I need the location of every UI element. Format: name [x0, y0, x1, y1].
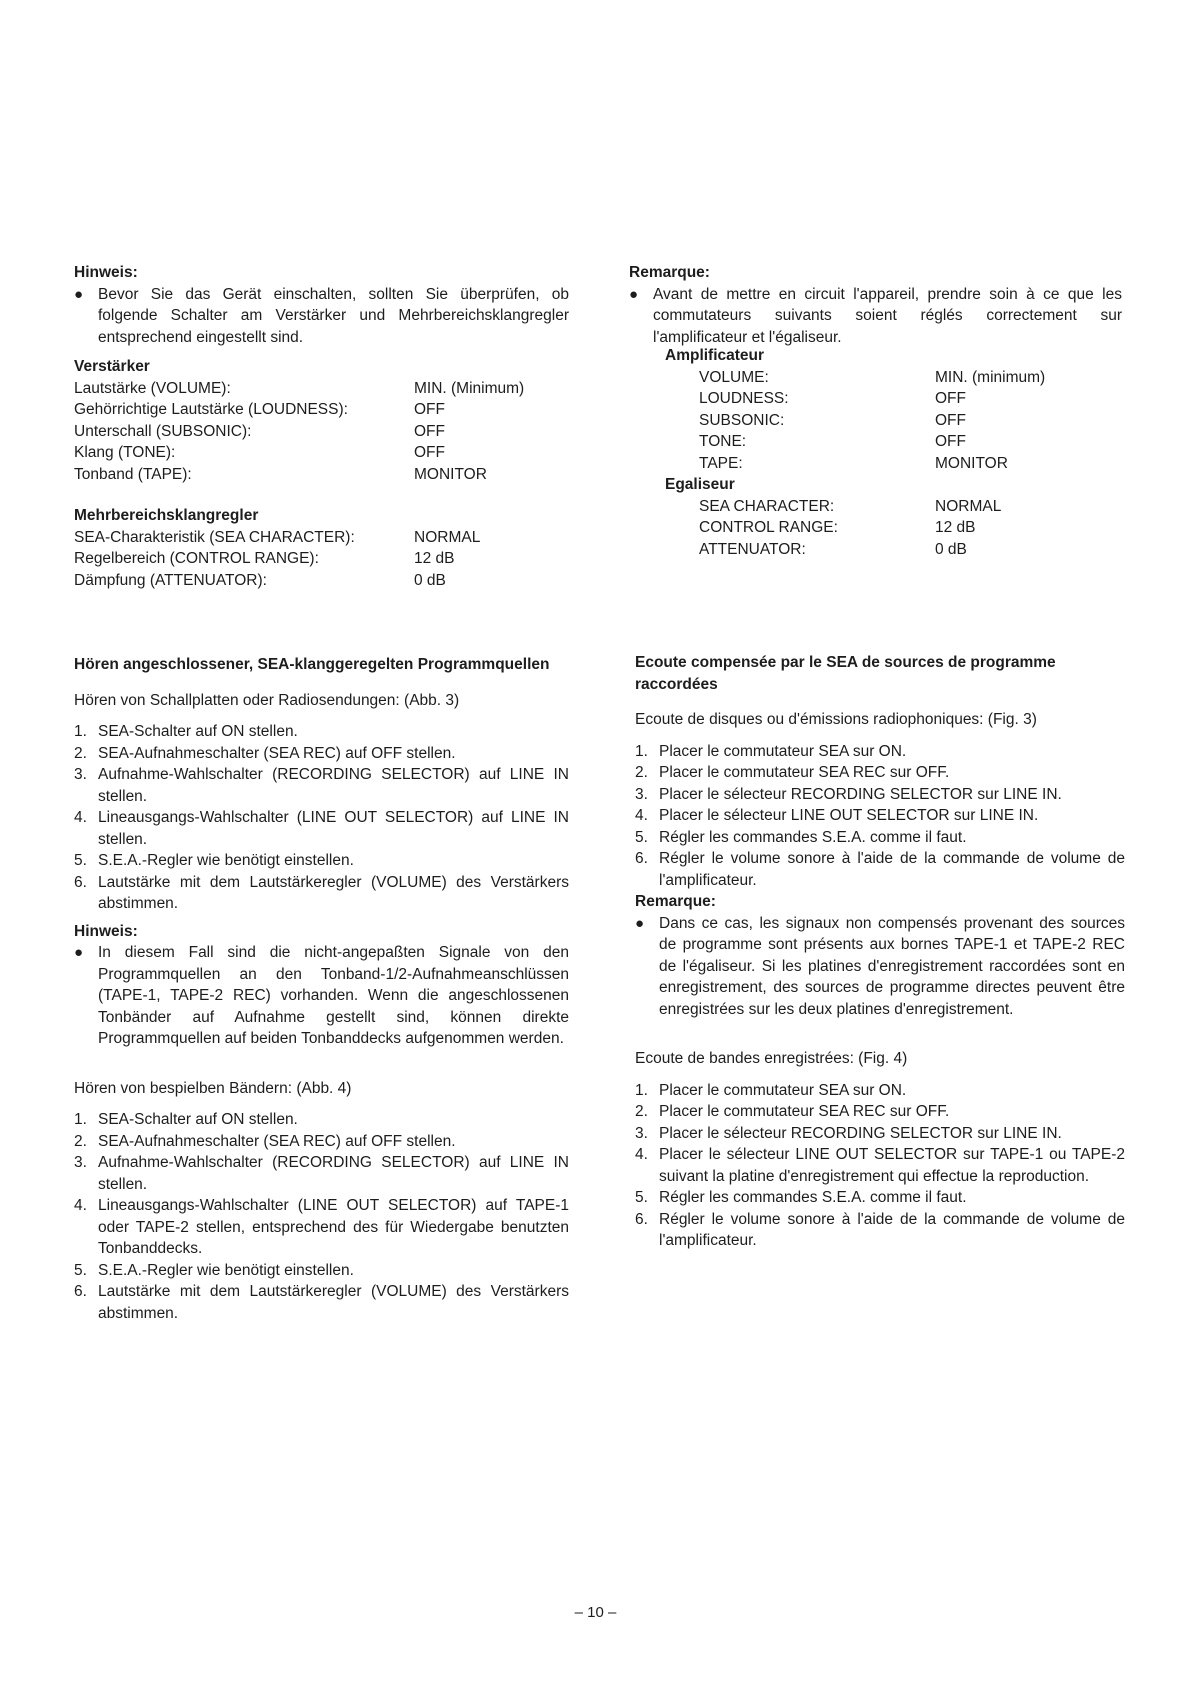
setting-row — [665, 453, 1125, 475]
list-item: 3. Aufnahme-Wahlschalter (RECORDING SELECTOR) auf LINE IN stellen. — [74, 766, 569, 805]
list-item: 5. Régler les commandes S.E.A. comme il faut. — [635, 1189, 967, 1206]
bullet-icon: ● — [74, 285, 84, 303]
setting-row — [74, 548, 574, 570]
setting-value: 12 dB — [414, 550, 455, 567]
setting-value: MONITOR — [414, 465, 487, 483]
setting-row — [74, 527, 574, 549]
setting-row — [74, 464, 574, 486]
list-item: 4. Lineausgangs-Wahlschalter (LINE OUT SELECTOR) auf TAPE-1 oder TAPE-2 stellen, entsprechend des für Wiedergabe benutzten Tonbanddecks. — [74, 1197, 569, 1257]
setting-row — [74, 399, 574, 421]
de-note-block — [74, 262, 569, 348]
fr-note-bullet-text: Avant de mettre en circuit l'appareil, prendre soin à ce que les commutateurs suivants soient réglés correctement sur l'amplificateur et l'égaliseur. — [653, 285, 1122, 346]
list-item: 6. Régler le volume sonore à l'aide de la commande de volume de l'amplificateur. — [635, 1210, 1125, 1249]
setting-row — [665, 367, 1125, 389]
setting-row — [665, 496, 1125, 518]
list-item: 3. Placer le sélecteur RECORDING SELECTOR sur LINE IN. — [635, 1124, 1062, 1142]
setting-label: SUBSONIC: — [699, 411, 785, 429]
fr-listening-section — [635, 652, 1125, 1252]
fr-note-bullet — [629, 284, 1122, 349]
bullet-icon: ● — [74, 944, 84, 961]
de-hint-bullet-text: In diesem Fall sind die nicht-angepaßten Signale von den Programmquellen an den Tonband-1/2-Aufnahmeanschlüssen (TAPE-1, TAPE-2 REC) vorhanden. Wenn die angeschlossenen Tonbänder auf Aufnahme gestellt sind, können direkte Programmquellen auf beiden Tonbanddecks aufgenommen werden. — [98, 944, 569, 1047]
de-listening-section — [74, 654, 569, 1324]
de-note-heading: Hinweis: — [74, 264, 138, 281]
setting-value: NORMAL — [414, 528, 481, 546]
fr-subheading-records: Ecoute de disques ou d'émissions radiophoniques: (Fig. 3) — [635, 711, 1037, 728]
setting-row — [665, 431, 1125, 453]
setting-label: TONE: — [699, 433, 747, 450]
list-item: 1. SEA-Schalter auf ON stellen. — [74, 1111, 298, 1128]
setting-row — [665, 517, 1125, 539]
de-hint-bullet — [74, 942, 569, 1050]
fr-subheading-tapes: Ecoute de bandes enregistrées: (Fig. 4) — [635, 1050, 908, 1067]
setting-row — [665, 388, 1125, 410]
list-item: 5. Régler les commandes S.E.A. comme il faut. — [635, 828, 967, 846]
fr-amp-heading: Amplificateur — [665, 347, 765, 364]
setting-label: Unterschall (SUBSONIC): — [74, 422, 252, 440]
de-subheading-records: Hören von Schallplatten oder Radiosendungen: (Abb. 3) — [74, 691, 460, 709]
setting-value: MONITOR — [935, 454, 1008, 472]
setting-row — [74, 421, 574, 443]
setting-value: OFF — [935, 390, 966, 407]
setting-label: Klang (TONE): — [74, 444, 176, 461]
fr-steps-records — [635, 741, 1125, 892]
list-item: 3. Placer le sélecteur RECORDING SELECTOR sur LINE IN. — [635, 785, 1062, 803]
bullet-icon: ● — [629, 285, 639, 303]
list-item: 4. Lineausgangs-Wahlschalter (LINE OUT SELECTOR) auf LINE IN stellen. — [74, 809, 569, 848]
setting-row — [74, 442, 574, 464]
fr-note-heading: Remarque: — [629, 264, 710, 281]
setting-label: SEA-Charakteristik (SEA CHARACTER): — [74, 528, 355, 546]
list-item: 3. Aufnahme-Wahlschalter (RECORDING SELECTOR) auf LINE IN stellen. — [74, 1154, 569, 1193]
setting-value: OFF — [935, 433, 966, 450]
de-note-bullet-text: Bevor Sie das Gerät einschalten, sollten Sie überprüfen, ob folgende Schalter am Verstärker und Mehrbereichsklangregler entsprechend eingestellt sind. — [98, 285, 569, 346]
de-amp-heading: Verstärker — [74, 358, 150, 375]
list-item: 1. Placer le commutateur SEA sur ON. — [635, 1081, 907, 1099]
setting-row — [665, 539, 1125, 561]
setting-label: Lautstärke (VOLUME): — [74, 379, 231, 397]
setting-label: Gehörrichtige Lautstärke (LOUDNESS): — [74, 401, 348, 418]
setting-label: Dämpfung (ATTENUATOR): — [74, 571, 267, 589]
fr-hint-bullet-text: Dans ce cas, les signaux non compensés provenant des sources de programme sont présents aux bornes TAPE-1 et TAPE-2 REC de l'égaliseur. Si les platines d'enregistrement raccordées sont en enregistrement, des sources de programme directes peuvent être enregistrées sur les deux platines d'enregistrement. — [659, 914, 1125, 1018]
page-number: – 10 – — [574, 1604, 617, 1621]
setting-row — [665, 410, 1125, 432]
bullet-icon: ● — [635, 914, 645, 932]
list-item: 4. Placer le sélecteur LINE OUT SELECTOR sur LINE IN. — [635, 807, 1039, 824]
setting-row — [74, 378, 574, 400]
setting-value: OFF — [414, 444, 445, 461]
setting-value: 12 dB — [935, 519, 976, 536]
list-item: 2. SEA-Aufnahmeschalter (SEA REC) auf OFF stellen. — [74, 744, 456, 762]
setting-value: MIN. (minimum) — [935, 368, 1046, 386]
list-item: 6. Lautstärke mit dem Lautstärkeregler (VOLUME) des Verstärkers abstimmen. — [74, 1283, 569, 1322]
fr-note-block — [629, 262, 1122, 348]
list-item: 2. Placer le commutateur SEA REC sur OFF. — [635, 764, 950, 781]
de-eq-block — [74, 505, 574, 591]
setting-label: ATTENUATOR: — [699, 540, 806, 558]
setting-value: 0 dB — [935, 540, 967, 558]
setting-value: OFF — [935, 411, 966, 429]
fr-steps-tapes — [635, 1080, 1125, 1252]
fr-hint-heading: Remarque: — [635, 893, 716, 910]
list-item: 2. SEA-Aufnahmeschalter (SEA REC) auf OFF stellen. — [74, 1132, 456, 1150]
list-item: 2. Placer le commutateur SEA REC sur OFF. — [635, 1103, 950, 1120]
setting-value: OFF — [414, 401, 445, 418]
setting-value: OFF — [414, 422, 445, 440]
list-item: 6. Lautstärke mit dem Lautstärkeregler (VOLUME) des Verstärkers abstimmen. — [74, 873, 569, 912]
setting-row — [74, 570, 574, 592]
fr-amp-block — [665, 345, 1125, 560]
setting-label: Tonband (TAPE): — [74, 465, 192, 483]
fr-section-heading: Ecoute compensée par le SEA de sources de programme raccordées — [635, 654, 1056, 693]
de-section-heading: Hören angeschlossener, SEA-klanggeregelten Programmquellen — [74, 656, 550, 673]
de-steps-records — [74, 721, 569, 915]
setting-label: CONTROL RANGE: — [699, 519, 838, 536]
list-item: 4. Placer le sélecteur LINE OUT SELECTOR sur TAPE-1 ou TAPE-2 suivant la platine d'enregistrement qui effectue la reproduction. — [635, 1146, 1125, 1185]
list-item: 6. Régler le volume sonore à l'aide de la commande de volume de l'amplificateur. — [635, 850, 1125, 889]
de-eq-heading: Mehrbereichsklangregler — [74, 507, 259, 524]
fr-hint-bullet — [635, 913, 1125, 1021]
fr-eq-heading: Egaliseur — [665, 476, 735, 493]
list-item: 1. Placer le commutateur SEA sur ON. — [635, 742, 907, 760]
list-item: 1. SEA-Schalter auf ON stellen. — [74, 723, 298, 740]
setting-value: MIN. (Minimum) — [414, 379, 525, 397]
setting-value: NORMAL — [935, 497, 1002, 515]
list-item: 5. S.E.A.-Regler wie benötigt einstellen. — [74, 852, 354, 869]
setting-label: SEA CHARACTER: — [699, 497, 835, 515]
setting-label: VOLUME: — [699, 368, 769, 386]
setting-value: 0 dB — [414, 571, 446, 589]
de-steps-tapes — [74, 1109, 569, 1324]
setting-label: TAPE: — [699, 454, 743, 472]
de-hint-heading: Hinweis: — [74, 922, 138, 940]
de-subheading-tapes: Hören von bespielben Bändern: (Abb. 4) — [74, 1079, 352, 1097]
setting-label: Regelbereich (CONTROL RANGE): — [74, 550, 319, 567]
de-amp-block — [74, 356, 574, 485]
de-note-bullet — [74, 284, 569, 349]
setting-label: LOUDNESS: — [699, 390, 789, 407]
list-item: 5. S.E.A.-Regler wie benötigt einstellen. — [74, 1261, 354, 1279]
